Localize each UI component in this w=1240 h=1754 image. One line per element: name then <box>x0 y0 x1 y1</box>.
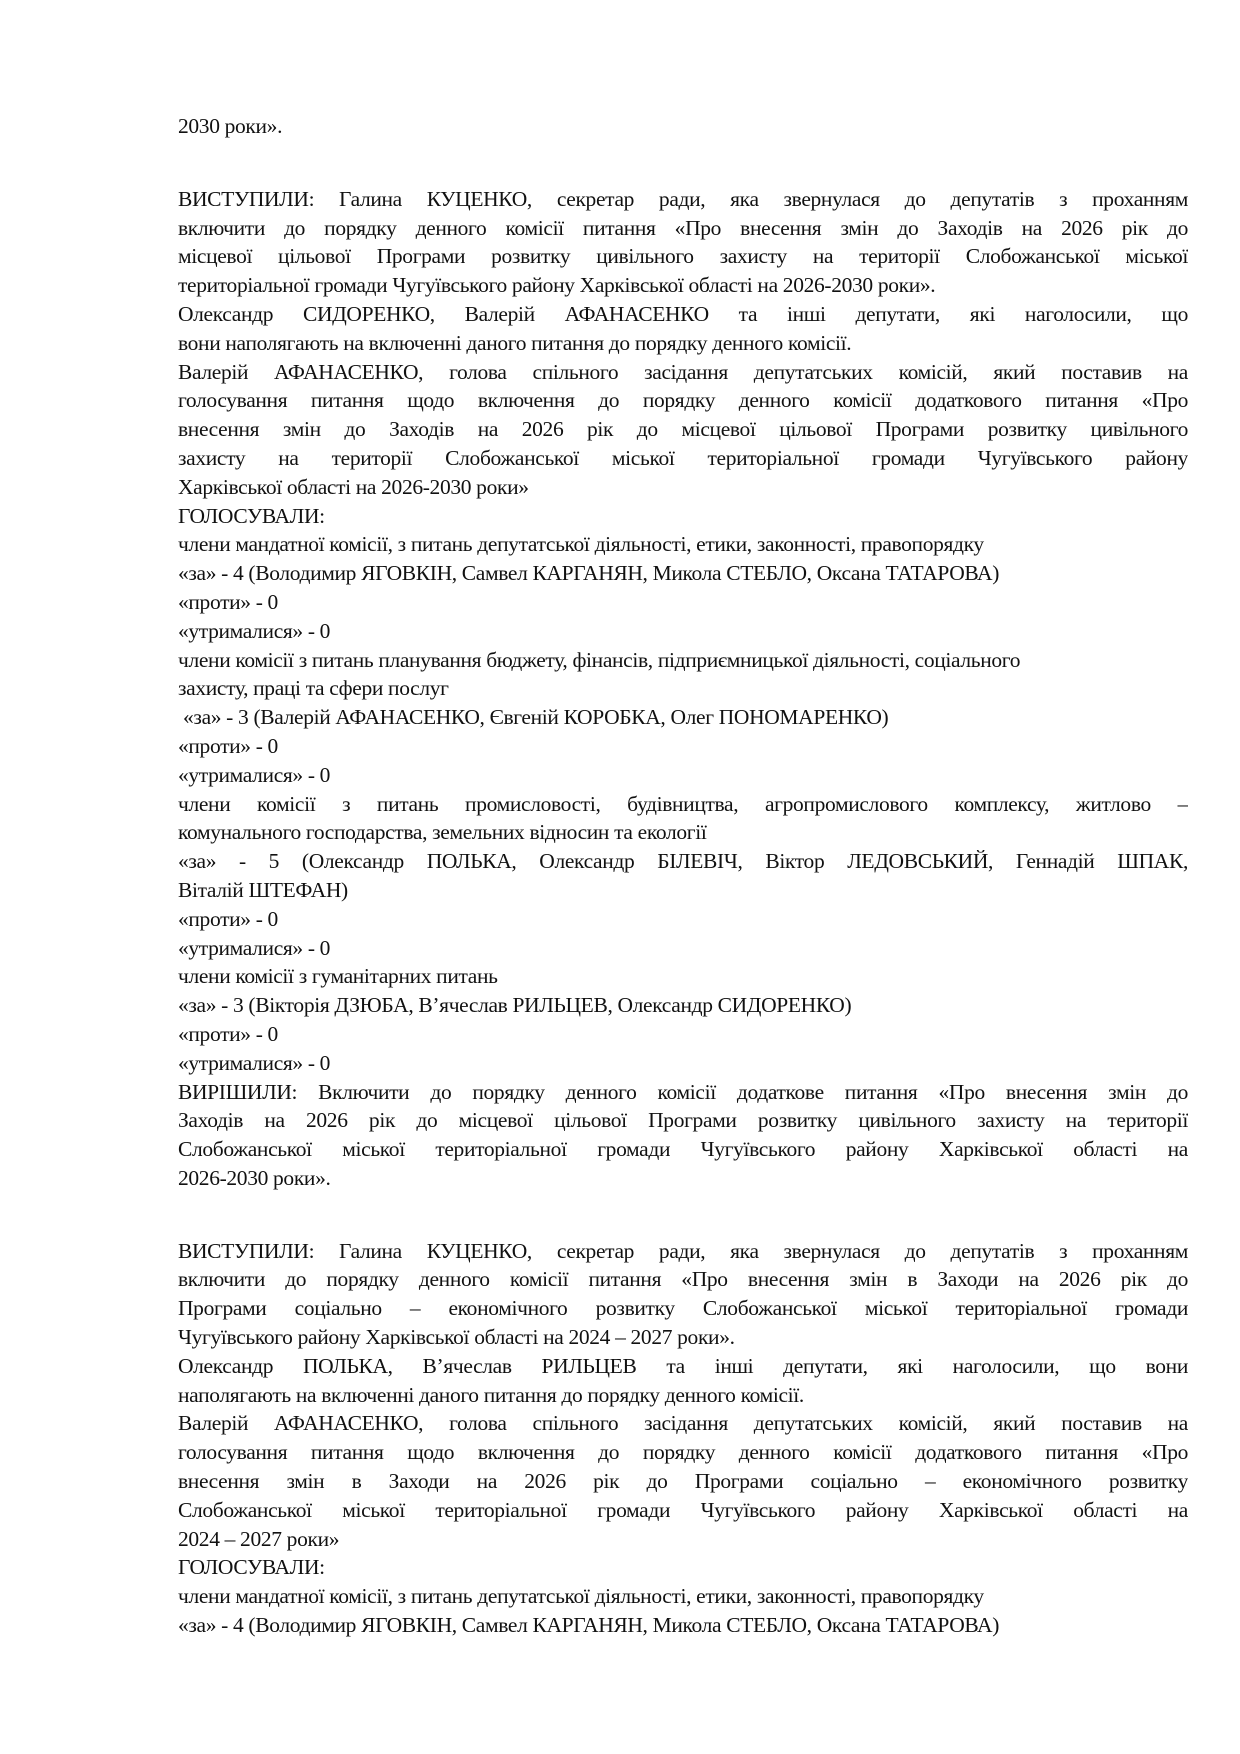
vote-against: «проти» - 0 <box>178 733 278 758</box>
vote-for: «за» - 3 (Валерій АФАНАСЕНКО, Євгеній КОРОБКА, Олег ПОНОМАРЕНКО) <box>178 705 889 730</box>
committee-name: члени комісії з питань планування бюджету, фінансів, підприємницької діяльності, соціального <box>178 647 1021 672</box>
vote-for: «за» - 5 (Олександр ПОЛЬКА, Олександр БІЛЕВІЧ, Віктор ЛЕДОВСЬКИЙ, Геннадій ШПАК, <box>178 849 1188 874</box>
section2-chair-paragraph <box>178 1409 1188 1553</box>
text-line: Програми соціально – економічного розвитку Слобожанської міської територіальної громади <box>178 1296 1188 1321</box>
committee-vote-humanitarian <box>178 962 1188 1077</box>
text-line: Олександр ПОЛЬКА, В’ячеслав РИЛЬЦЕВ та інші депутати, які наголосили, що вони <box>178 1353 1188 1378</box>
paragraph-gap <box>178 141 1188 185</box>
text-line: внесення змін в Заходи на 2026 рік до Програми соціально – економічного розвитку <box>178 1469 1188 1494</box>
committee-vote-industry <box>178 790 1188 963</box>
committee-name: члени мандатної комісії, з питань депутатської діяльності, етики, законності, правопорядку <box>178 532 984 557</box>
vote-for: «за» - 3 (Вікторія ДЗЮБА, В’ячеслав РИЛЬЦЕВ, Олександр СИДОРЕНКО) <box>178 993 852 1018</box>
text-line: внесення змін до Заходів на 2026 рік до місцевої цільової Програми розвитку цивільного <box>178 417 1188 442</box>
text-line: територіальної громади Чугуївського району Харківської області на 2026-2030 роки». <box>178 273 936 298</box>
text-line: Чугуївського району Харківської області на 2024 – 2027 роки». <box>178 1325 735 1350</box>
section1-spoke-paragraph <box>178 185 1188 300</box>
voted-heading: ГОЛОСУВАЛИ: <box>178 1555 325 1580</box>
section1-chair-paragraph <box>178 358 1188 502</box>
section1-support-paragraph <box>178 300 1188 358</box>
text-line: 2026-2030 роки». <box>178 1165 331 1190</box>
vote-abstained: «утрималися» - 0 <box>178 1050 331 1075</box>
text-line: захисту на території Слобожанської міської територіальної громади Чугуївського району <box>178 445 1188 470</box>
vote-against: «проти» - 0 <box>178 1021 278 1046</box>
committee-name: захисту, праці та сфери послуг <box>178 676 449 701</box>
continuation-line: 2030 роки». <box>178 114 283 138</box>
text-line: голосування питання щодо включення до порядку денного комісії додаткового питання «Про <box>178 388 1188 413</box>
text-line: ВИСТУПИЛИ: Галина КУЦЕНКО, секретар ради, яка звернулася до депутатів з проханням <box>178 1238 1188 1263</box>
committee-name: члени комісії з гуманітарних питань <box>178 964 498 989</box>
text-line: Валерій АФАНАСЕНКО, голова спільного засідання депутатських комісій, який поставив на <box>178 359 1188 384</box>
section2-spoke-paragraph <box>178 1237 1188 1352</box>
text-line: включити до порядку денного комісії питання «Про внесення змін в Заходи на 2026 рік до <box>178 1267 1188 1292</box>
section1-decided-paragraph <box>178 1078 1188 1193</box>
vote-against: «проти» - 0 <box>178 906 278 931</box>
text-line: голосування питання щодо включення до порядку денного комісії додаткового питання «Про <box>178 1440 1188 1465</box>
document-page <box>178 112 1188 1640</box>
committee-name: члени комісії з питань промисловості, будівництва, агропромислового комплексу, житлово – <box>178 791 1188 816</box>
vote-abstained: «утрималися» - 0 <box>178 935 331 960</box>
voted-heading: ГОЛОСУВАЛИ: <box>178 503 325 528</box>
section2-support-paragraph <box>178 1352 1188 1410</box>
paragraph-gap <box>178 1193 1188 1237</box>
vote-abstained: «утрималися» - 0 <box>178 618 331 643</box>
committee-name: члени мандатної комісії, з питань депутатської діяльності, етики, законності, правопорядку <box>178 1584 984 1609</box>
vote-abstained: «утрималися» - 0 <box>178 762 331 787</box>
text-line: Слобожанської міської територіальної громади Чугуївського району Харківської області на <box>178 1497 1188 1522</box>
text-line: наполягають на включенні даного питання до порядку денного комісії. <box>178 1382 804 1407</box>
text-line: 2024 – 2027 роки» <box>178 1526 340 1551</box>
text-line: вони наполягають на включенні даного питання до порядку денного комісії. <box>178 330 852 355</box>
text-line: ВИСТУПИЛИ: Галина КУЦЕНКО, секретар ради, яка звернулася до депутатів з проханням <box>178 186 1188 211</box>
text-line: Харківської області на 2026-2030 роки» <box>178 474 529 499</box>
text-line: Олександр СИДОРЕНКО, Валерій АФАНАСЕНКО та інші депутати, які наголосили, що <box>178 301 1188 326</box>
text-line: Заходів на 2026 рік до місцевої цільової Програми розвитку цивільного захисту на території <box>178 1108 1188 1133</box>
text-line: Валерій АФАНАСЕНКО, голова спільного засідання депутатських комісій, який поставив на <box>178 1411 1188 1436</box>
text-line: ВИРІШИЛИ: Включити до порядку денного комісії додаткове питання «Про внесення змін до <box>178 1079 1188 1104</box>
committee-name: комунального господарства, земельних відносин та екології <box>178 820 707 845</box>
committee-vote-mandate <box>178 530 1188 645</box>
text-line: включити до порядку денного комісії питання «Про внесення змін до Заходів на 2026 рік до <box>178 215 1188 240</box>
vote-for: «за» - 4 (Володимир ЯГОВКІН, Самвел КАРГАНЯН, Микола СТЕБЛО, Оксана ТАТАРОВА) <box>178 1613 1000 1638</box>
vote-for: «за» - 4 (Володимир ЯГОВКІН, Самвел КАРГАНЯН, Микола СТЕБЛО, Оксана ТАТАРОВА) <box>178 561 1000 586</box>
text-line: місцевої цільової Програми розвитку цивільного захисту на території Слобожанської міської <box>178 244 1188 269</box>
text-line: Слобожанської міської територіальної громади Чугуївського району Харківської області на <box>178 1137 1188 1162</box>
committee-vote-budget <box>178 646 1188 790</box>
vote-for: Віталій ШТЕФАН) <box>178 877 348 902</box>
vote-against: «проти» - 0 <box>178 589 278 614</box>
